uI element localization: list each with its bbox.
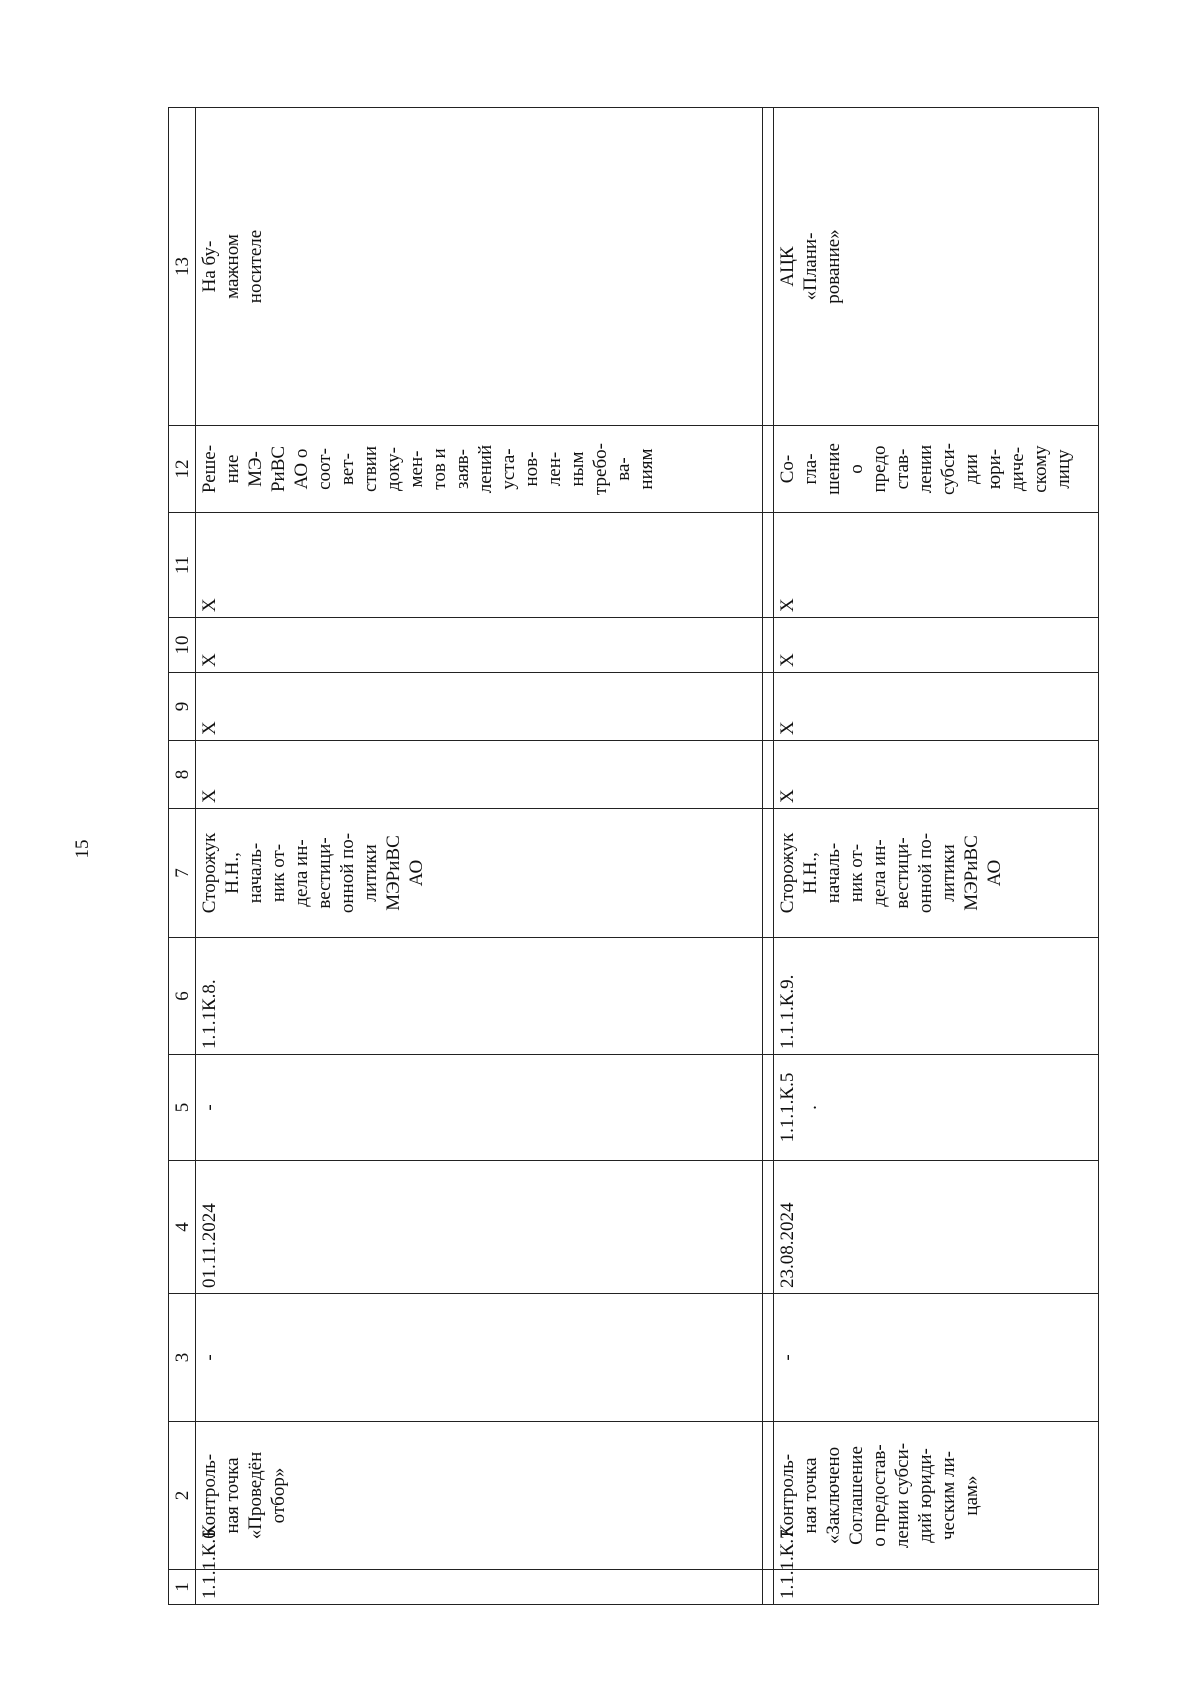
cell-col11: Х: [774, 513, 1099, 618]
cell-responsible: Сторожук Н.Н., началь- ник от- дела ин- вестици- онной по- литики МЭРиВС АО: [774, 809, 1099, 938]
cell-number: 1.1.1.К.7: [774, 1570, 1099, 1605]
header-cell: 1: [169, 1570, 196, 1605]
cell-col10: Х: [196, 618, 763, 673]
cell-col9: Х: [774, 673, 1099, 741]
cell-info-system: АЦК «Плани- рование»: [774, 108, 1099, 426]
cell-col5: -: [196, 1055, 763, 1161]
cell-col9: Х: [196, 673, 763, 741]
header-cell: 13: [169, 108, 196, 426]
cell-info-system: На бу- мажном носителе: [196, 108, 763, 426]
table-row: [774, 108, 1099, 1605]
header-cell: 9: [169, 673, 196, 741]
page-number: 15: [72, 839, 93, 859]
cell-date: 01.11.2024: [196, 1161, 763, 1294]
cell-col10: Х: [774, 618, 1099, 673]
cell-col5: 1.1.1.К.5 .: [774, 1055, 1099, 1161]
cell-name: Контроль- ная точка «Заключено Соглашение о предостав- лении субси- дий юриди- ческим ли- цам»: [774, 1422, 1099, 1570]
cell-col3: -: [196, 1294, 763, 1422]
row-separator: [763, 108, 774, 1605]
cell-col8: Х: [774, 741, 1099, 809]
cell-col11: Х: [196, 513, 763, 618]
header-cell: 5: [169, 1055, 196, 1161]
cell-col3: -: [774, 1294, 1099, 1422]
header-cell: 11: [169, 513, 196, 618]
cell-col6: 1.1.1.К.9.: [774, 938, 1099, 1055]
plan-table: [168, 107, 1099, 1605]
cell-name: Контроль- ная точка «Проведён отбор»: [196, 1422, 763, 1570]
table-header-row: [169, 108, 196, 1605]
cell-col6: 1.1.1К.8.: [196, 938, 763, 1055]
cell-number: 1.1.1.К.6.: [196, 1570, 763, 1605]
cell-responsible: Сторожук Н.Н., началь- ник от- дела ин- вестици- онной по- литики МЭРиВС АО: [196, 809, 763, 938]
table-row: [196, 108, 763, 1605]
cell-document: Со- гла- шение о предо став- лении субси- дии юри- диче- скому лицу: [774, 426, 1099, 513]
cell-document: Реше- ние МЭ- РиВС АО о соот- вет- ствии доку- мен- тов и заяв- лений уста- нов- лен- ным требо- ва- ниям: [196, 426, 763, 513]
header-cell: 10: [169, 618, 196, 673]
header-cell: 3: [169, 1294, 196, 1422]
header-cell: 6: [169, 938, 196, 1055]
header-cell: 7: [169, 809, 196, 938]
cell-col8: Х: [196, 741, 763, 809]
header-cell: 8: [169, 741, 196, 809]
header-cell: 4: [169, 1161, 196, 1294]
cell-date: 23.08.2024: [774, 1161, 1099, 1294]
header-cell: 2: [169, 1422, 196, 1570]
table-container: [168, 108, 1088, 1605]
header-cell: 12: [169, 426, 196, 513]
